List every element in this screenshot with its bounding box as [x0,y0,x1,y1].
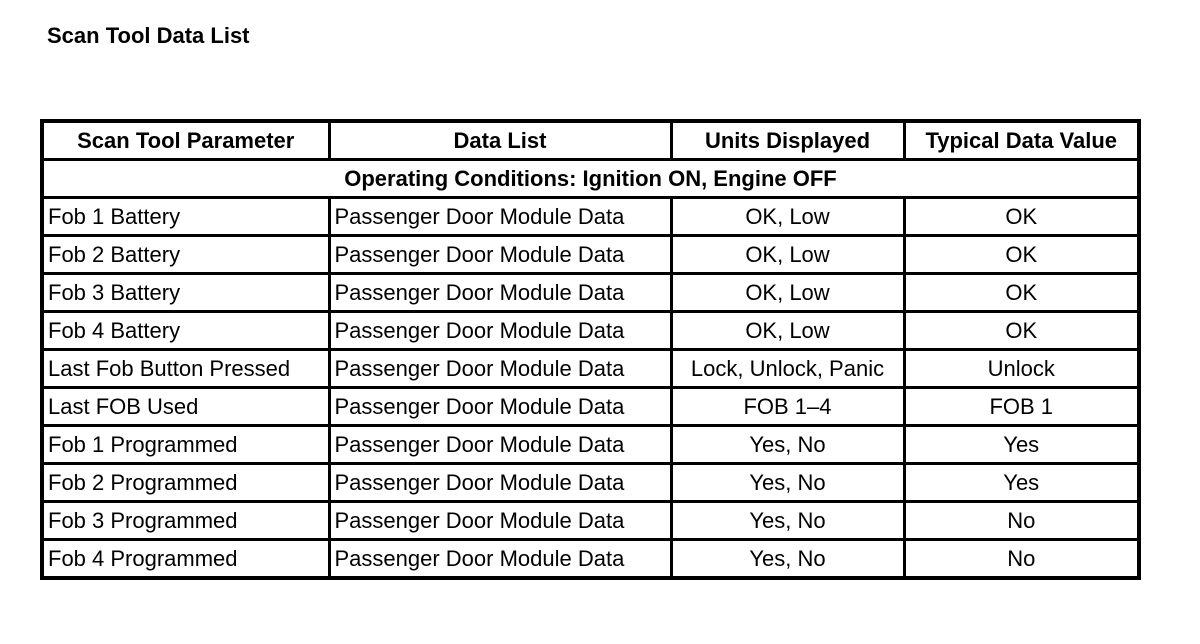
table-row [42,350,1139,388]
units-cell: FOB 1–4 [671,388,904,426]
data-list-cell: Passenger Door Module Data [329,350,671,388]
table-header-row [42,121,1139,160]
units-cell: Yes, No [671,540,904,579]
parameter-cell: Fob 4 Battery [42,312,329,350]
parameter-cell: Fob 2 Programmed [42,464,329,502]
parameter-cell: Fob 1 Programmed [42,426,329,464]
parameter-cell: Last FOB Used [42,388,329,426]
parameter-cell: Fob 3 Programmed [42,502,329,540]
table-row [42,540,1139,579]
table-row [42,426,1139,464]
typical-value-cell: Unlock [904,350,1139,388]
units-cell: OK, Low [671,198,904,236]
typical-value-cell: FOB 1 [904,388,1139,426]
table-row [42,502,1139,540]
units-cell: OK, Low [671,312,904,350]
column-header-parameter: Scan Tool Parameter [42,121,329,160]
typical-value-cell: No [904,540,1139,579]
column-header-data-list: Data List [329,121,671,160]
typical-value-cell: OK [904,274,1139,312]
column-header-typical-value: Typical Data Value [904,121,1139,160]
table-row [42,388,1139,426]
typical-value-cell: Yes [904,426,1139,464]
operating-conditions-label: Operating Conditions: Ignition ON, Engine OFF [42,160,1139,198]
parameter-cell: Fob 3 Battery [42,274,329,312]
section-row [42,160,1139,198]
typical-value-cell: OK [904,236,1139,274]
table-row [42,274,1139,312]
units-cell: OK, Low [671,274,904,312]
data-list-cell: Passenger Door Module Data [329,388,671,426]
data-list-cell: Passenger Door Module Data [329,274,671,312]
parameter-cell: Fob 1 Battery [42,198,329,236]
column-header-units: Units Displayed [671,121,904,160]
data-list-cell: Passenger Door Module Data [329,464,671,502]
data-list-cell: Passenger Door Module Data [329,502,671,540]
data-list-cell: Passenger Door Module Data [329,540,671,579]
typical-value-cell: Yes [904,464,1139,502]
typical-value-cell: OK [904,312,1139,350]
units-cell: OK, Low [671,236,904,274]
table-row [42,198,1139,236]
scan-tool-data-table [40,119,1141,580]
page-title: Scan Tool Data List [47,23,250,48]
typical-value-cell: OK [904,198,1139,236]
table-row [42,312,1139,350]
units-cell: Lock, Unlock, Panic [671,350,904,388]
units-cell: Yes, No [671,502,904,540]
parameter-cell: Fob 2 Battery [42,236,329,274]
table-row [42,236,1139,274]
data-list-cell: Passenger Door Module Data [329,426,671,464]
units-cell: Yes, No [671,464,904,502]
units-cell: Yes, No [671,426,904,464]
data-list-cell: Passenger Door Module Data [329,198,671,236]
data-list-cell: Passenger Door Module Data [329,236,671,274]
typical-value-cell: No [904,502,1139,540]
parameter-cell: Last Fob Button Pressed [42,350,329,388]
data-list-cell: Passenger Door Module Data [329,312,671,350]
parameter-cell: Fob 4 Programmed [42,540,329,579]
table-row [42,464,1139,502]
